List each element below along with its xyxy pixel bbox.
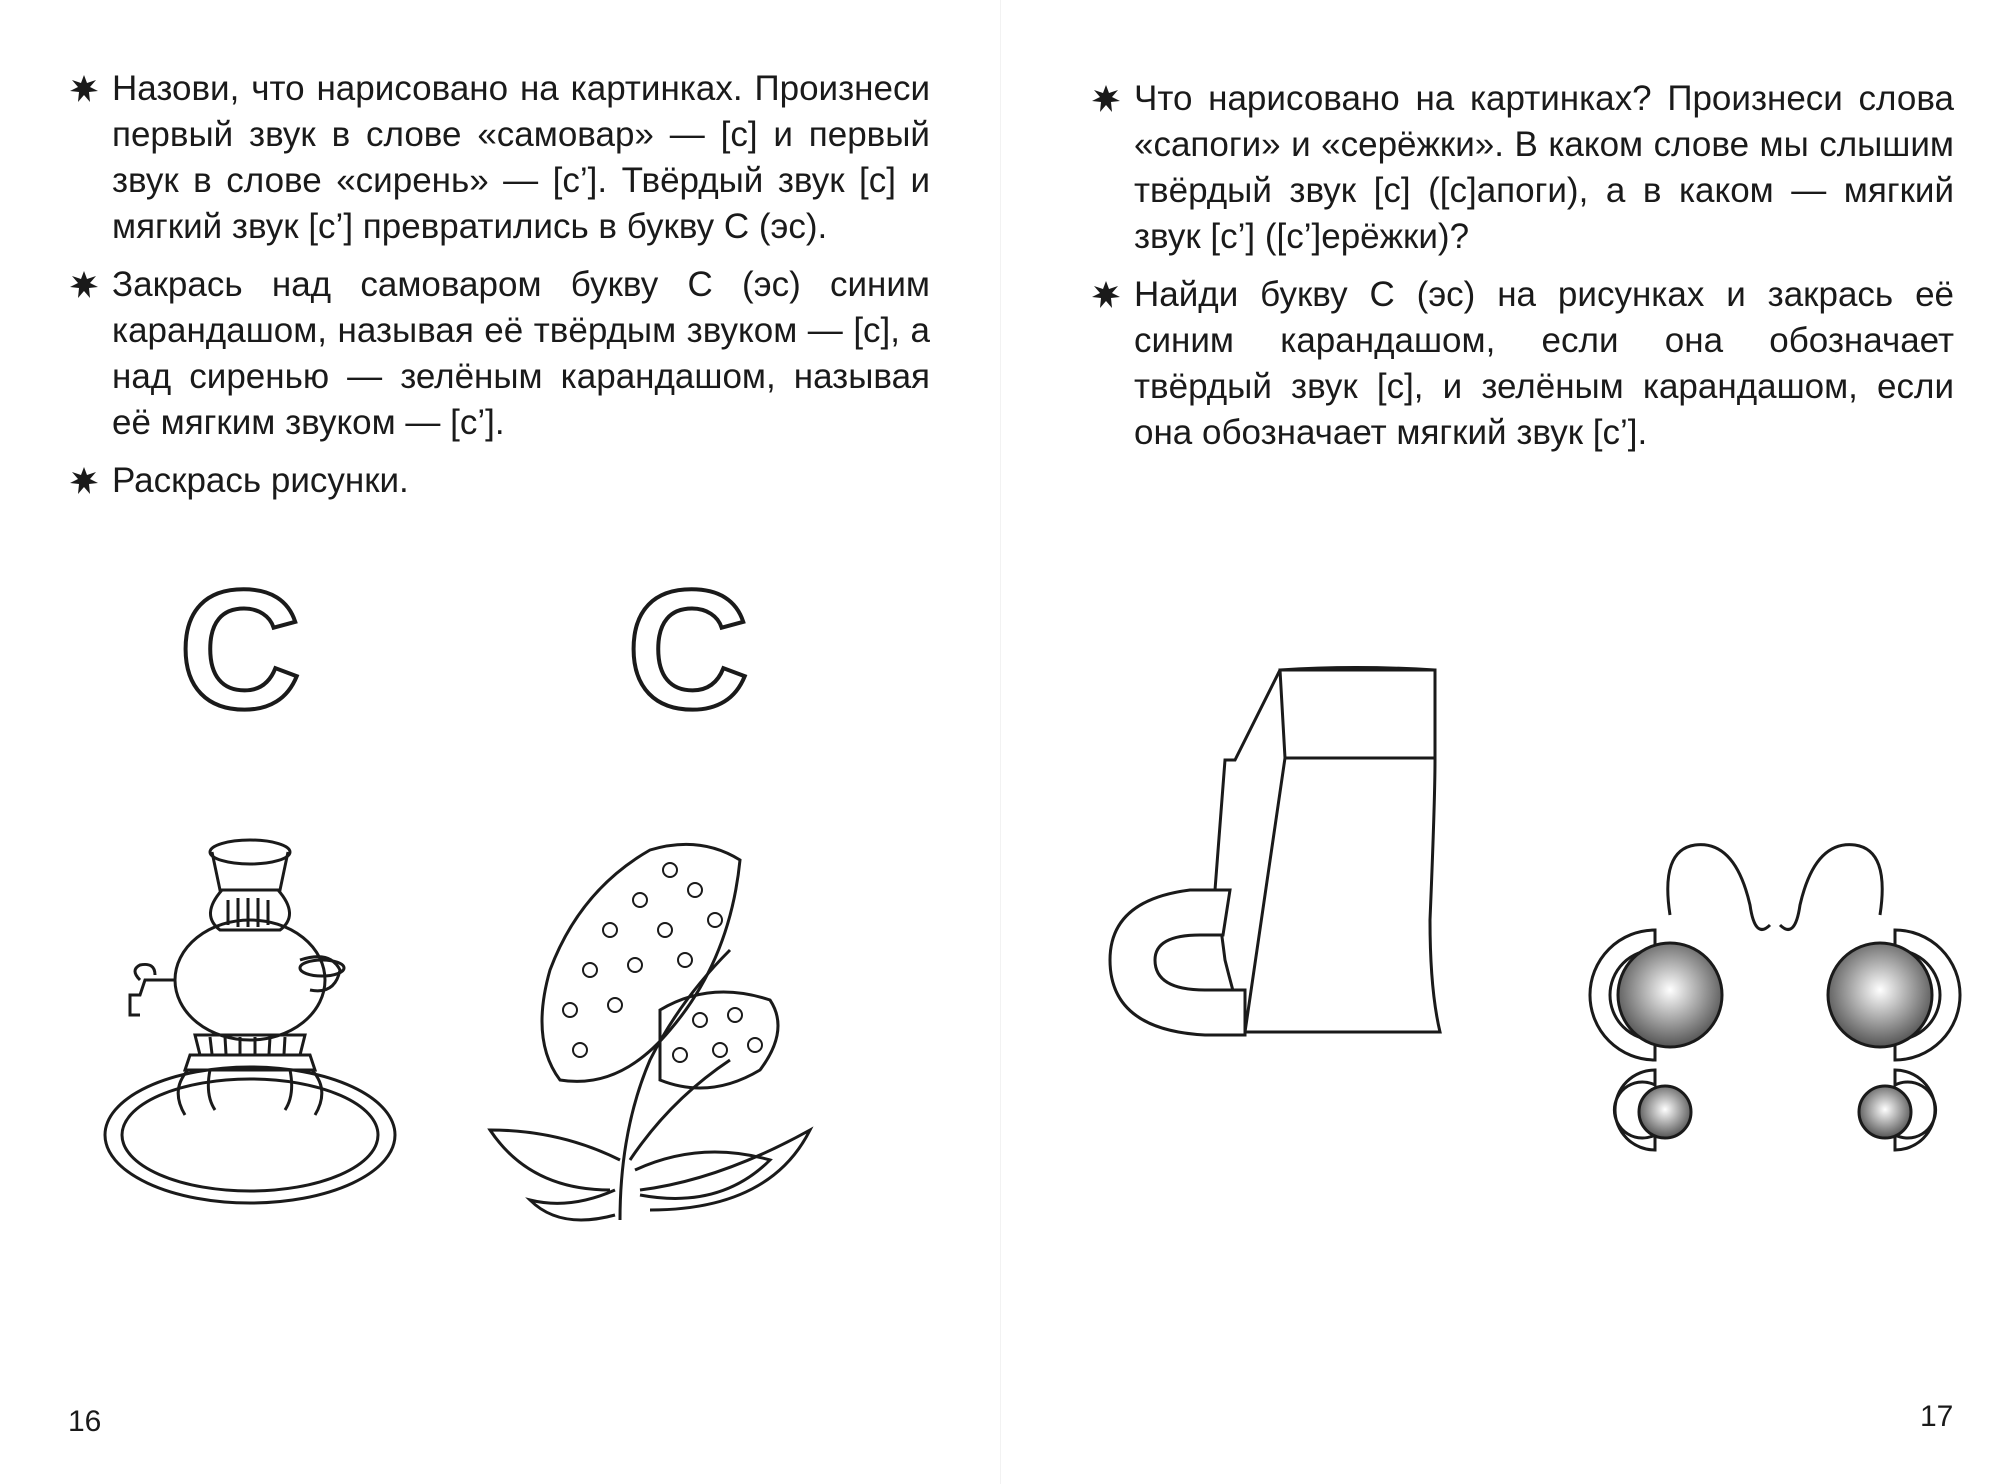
page-number: 16 [68, 1405, 102, 1438]
instruction-item [70, 66, 930, 250]
star-bullet-icon [1092, 281, 1120, 309]
instruction-text: Найди букву С (эс) на рисунках и закрась её синим карандашом, если она обозначает твёрдый звук [с], и зелёным карандашом, если она обозначает мягкий звук [с’]. [1134, 275, 1954, 452]
letter-c-samovar[interactable] [178, 555, 302, 745]
letter-c-outline: С [178, 555, 302, 745]
samovar-picture[interactable] [100, 830, 400, 1210]
instruction-item [1092, 76, 1954, 260]
right-page [1000, 0, 2000, 1484]
boot-picture[interactable] [1105, 660, 1545, 1140]
star-bullet-icon [70, 75, 98, 103]
instruction-item [70, 458, 930, 504]
instruction-text: Раскрась рисунки. [112, 461, 409, 500]
page-number: 17 [1920, 1400, 1954, 1433]
letter-c-outline: С [626, 555, 750, 745]
star-bullet-icon [1092, 85, 1120, 113]
earrings-picture[interactable] [1575, 830, 1975, 1170]
star-bullet-icon [70, 467, 98, 495]
letter-c-lilac[interactable] [626, 555, 750, 745]
instruction-text: Назови, что нарисовано на картинках. Произнеси первый звук в слове «самовар» — [с] и первый звук в слове «сирень» — [с’]. Твёрдый звук [с] и мягкий звук [с’] превратились в букву С (эс). [112, 69, 930, 246]
right-instructions [1092, 76, 1954, 468]
instruction-text: Закрась над самоваром букву С (эс) синим карандашом, называя её твёрдым звуком — [с], а над сиренью — зелёным карандашом, называя её мягким звуком — [с’]. [112, 265, 930, 442]
star-bullet-icon [70, 271, 98, 299]
left-instructions [70, 66, 930, 516]
lilac-picture[interactable] [470, 830, 860, 1230]
instruction-item [1092, 272, 1954, 456]
instruction-item [70, 262, 930, 446]
instruction-text: Что нарисовано на картинках? Произнеси слова «сапоги» и «серёжки». В каком слове мы слышим твёрдый звук [с] ([с]апоги), а в каком — мягкий звук [с’] ([с’]ерёжки)? [1134, 79, 1954, 256]
